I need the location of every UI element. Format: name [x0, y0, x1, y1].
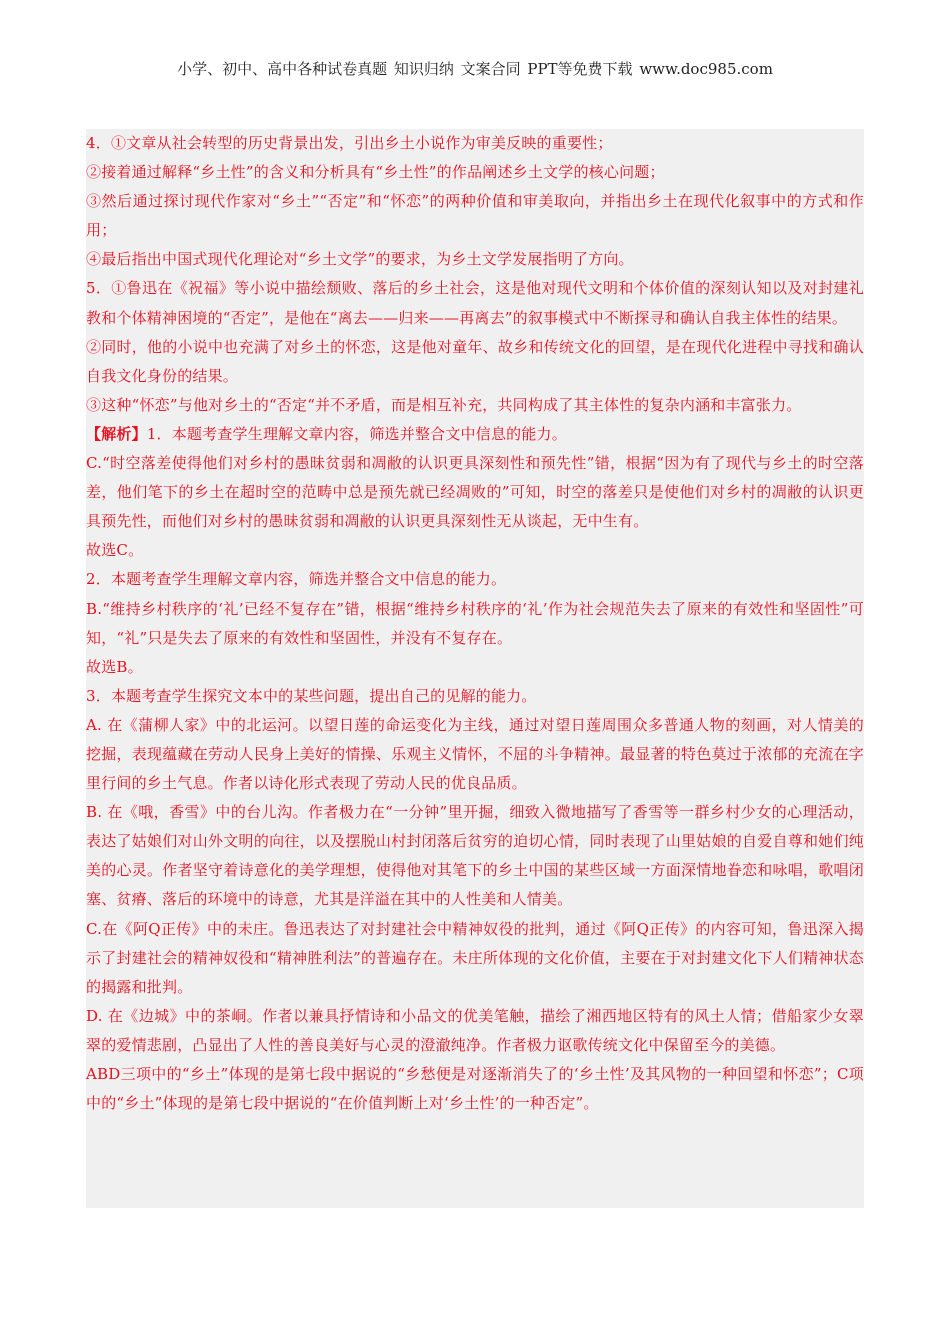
paragraph: [86, 682, 864, 711]
paragraph: [86, 187, 864, 245]
paragraph: [86, 129, 864, 158]
paragraph: [86, 595, 864, 653]
paragraph-text: 1．本题考查学生理解文章内容，筛选并整合文中信息的能力。: [146, 424, 567, 443]
paragraph: [86, 274, 864, 332]
analysis-label: 【解析】: [86, 424, 147, 443]
paragraph-text: C.“时空落差使得他们对乡村的愚昧贫弱和凋敝的认识更具深刻性和预先性”错，根据“因为有了现代与乡土的时空落差，他们笔下的乡土在超时空的范畴中总是预先就已经凋败的”可知，时空的落差只是使他们对乡村的凋敝的认识更具预先性，而他们对乡村的愚昧贫弱和凋敝的认识更具深刻性无从谈起，无中生有。: [86, 454, 864, 531]
paragraph-text: ②同时，他的小说中也充满了对乡土的怀恋，这是他对童年、故乡和传统文化的回望，是在现代化进程中寻找和确认自我文化身份的结果。: [86, 337, 864, 385]
paragraph-text: 2．本题考查学生理解文章内容，筛选并整合文中信息的能力。: [86, 570, 507, 589]
paragraph-text: C.在《阿Q正传》中的未庄。鲁迅表达了对封建社会中精神奴役的批判，通过《阿Q正传》的内容可知，鲁迅深入揭示了封建社会的精神奴役和“精神胜利法”的普遍存在。未庄所体现的文化价值，主要在于对封建文化下人们精神状态的揭露和批判。: [86, 919, 864, 996]
paragraph-text: 故选B。: [86, 657, 143, 676]
paragraph-text: 故选C。: [86, 541, 144, 560]
paragraph-text: ③这种“怀恋”与他对乡土的“否定“并不矛盾，而是相互补充，共同构成了其主体性的复杂内涵和丰富张力。: [86, 395, 802, 414]
paragraph-text: 4．①文章从社会转型的历史背景出发，引出乡土小说作为审美反映的重要性；: [86, 134, 613, 152]
paragraph: [86, 391, 864, 420]
paragraph: [86, 653, 864, 682]
paragraph: [86, 1060, 864, 1118]
paragraph-text: ④最后指出中国式现代化理论对“乡土文学”的要求，为乡土文学发展指明了方向。: [86, 250, 634, 269]
page-header: 小学、初中、高中各种试卷真题 知识归纳 文案合同 PPT等免费下载 www.doc985.com: [177, 60, 773, 78]
paragraph-text: A. 在《蒲柳人家》中的北运河。以望日莲的命运变化为主线，通过对望日莲周围众多普通人物的刻画，对人情美的挖掘，表现蕴藏在劳动人民身上美好的情操、乐观主义情怀，不屈的斗争精神。最显著的特色莫过于浓郁的充流在字里行间的乡土气息。作者以诗化形式表现了劳动人民的优良品质。: [86, 715, 864, 793]
paragraph: [86, 711, 864, 798]
paragraph-text: 5．①鲁迅在《祝福》等小说中描绘颓败、落后的乡土社会，这是他对现代文明和个体价值的深刻认知以及对封建礼教和个体精神困境的“否定”，是他在“离去——归来——再离去”的叙事模式中不断探寻和确认自我主体性的结果。: [86, 279, 864, 327]
paragraph: [86, 333, 864, 391]
paragraph: [86, 1002, 864, 1060]
paragraph-text: 3．本题考查学生探究文本中的某些问题，提出自己的见解的能力。: [86, 686, 537, 705]
paragraph: [86, 798, 864, 914]
paragraph: [86, 915, 864, 1002]
paragraph: [86, 536, 864, 565]
paragraph: [86, 245, 864, 274]
answer-content: [86, 129, 864, 1208]
paragraph-text: ③然后通过探讨现代作家对“乡土”“否定”和“怀恋”的两种价值和审美取向，并指出乡土在现代化叙事中的方式和作用；: [86, 192, 864, 240]
paragraph-text: ABD三项中的“乡土”体现的是第七段中据说的“乡愁便是对逐渐消失了的‘乡土性’及其风物的一种回望和怀恋”；C项中的“乡土”体现的是第七段中据说的“在价值判断上对‘乡土性’的一种否定”。: [86, 1065, 864, 1113]
paragraph-text: D. 在《边城》中的茶峒。作者以兼具抒情诗和小品文的优美笔触，描绘了湘西地区特有的风土人情；借船家少女翠翠的爱情悲剧，凸显出了人性的善良美好与心灵的澄澈纯净。作者极力讴歌传统文化中保留至今的美德。: [86, 1006, 864, 1054]
paragraph-text: B.“维持乡村秩序的‘礼’已经不复存在”错，根据“维持乡村秩序的‘礼’作为社会规范失去了原来的有效性和坚固性”可知，“礼”只是失去了原来的有效性和坚固性，并没有不复存在。: [86, 599, 864, 647]
paragraph-text: ②接着通过解释“乡土性”的含义和分析具有“乡土性”的作品阐述乡土文学的核心问题；: [86, 163, 665, 182]
paragraph: [86, 565, 864, 594]
paragraph: [86, 158, 864, 187]
paragraph: [86, 449, 864, 536]
paragraph: [86, 420, 864, 449]
paragraph-text: B. 在《哦，香雪》中的台儿沟。作者极力在“一分钟”里开掘，细致入微地描写了香雪等一群乡村少女的心理活动，表达了姑娘们对山外文明的向往，以及摆脱山村封闭落后贫穷的迫切心情，同时表现了山里姑娘的自爱自尊和她们纯美的心灵。作者坚守着诗意化的美学理想，使得他对其笔下的乡土中国的某些区域一方面深情地眷恋和咏唱，歌唱闭塞、贫瘠、落后的环境中的诗意，尤其是洋溢在其中的人性美和人情美。: [86, 803, 864, 909]
